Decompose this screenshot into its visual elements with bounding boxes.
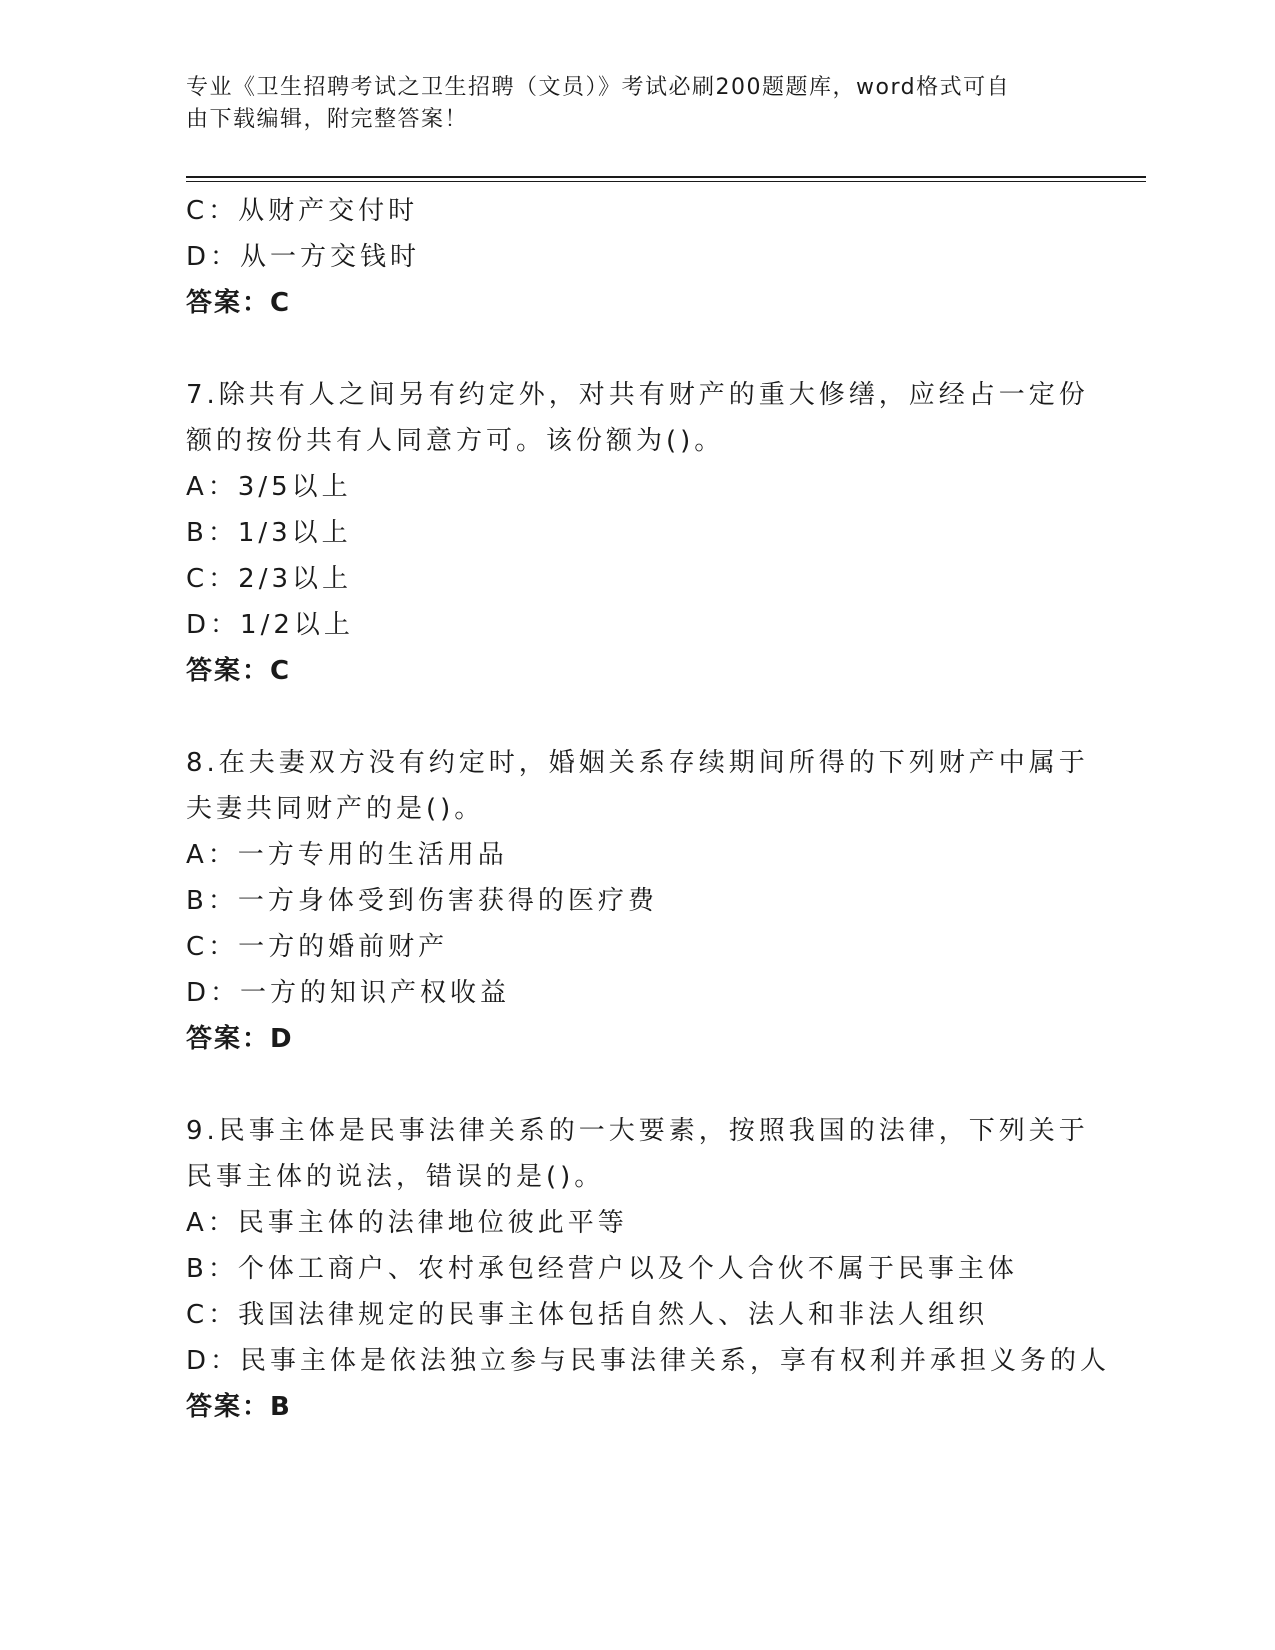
- document-header: [186, 72, 1086, 136]
- question-8: [186, 740, 1089, 1062]
- option-a: A：民事主体的法律地位彼此平等: [186, 1208, 628, 1238]
- option-b: B：一方身体受到伤害获得的医疗费: [186, 886, 658, 916]
- question-9: [186, 1108, 1111, 1430]
- question-7: [186, 372, 1089, 694]
- question-stem-line-2: 夫妻共同财产的是()。: [186, 794, 485, 824]
- option-d: D：一方的知识产权收益: [186, 978, 511, 1008]
- option-b: B：个体工商户、农村承包经营户以及个人合伙不属于民事主体: [186, 1254, 1018, 1284]
- question-stem-line-2: 额的按份共有人同意方可。该份额为()。: [186, 426, 725, 456]
- spacer: [186, 1062, 1086, 1108]
- spacer: [186, 326, 1086, 372]
- option-a: A：3/5以上: [186, 472, 352, 502]
- answer: 答案：C: [186, 288, 292, 318]
- option-d: D：民事主体是依法独立参与民事法律关系，享有权利并承担义务的人: [186, 1346, 1111, 1376]
- option-c: C：从财产交付时: [186, 196, 419, 226]
- option-c: C：一方的婚前财产: [186, 932, 449, 962]
- option-b: B：1/3以上: [186, 518, 352, 548]
- question-content: [186, 188, 1111, 1430]
- header-line-2: 由下载编辑，附完整答案！: [186, 107, 469, 132]
- question-stem-line-1: 9.民事主体是民事法律关系的一大要素，按照我国的法律，下列关于: [186, 1116, 1089, 1146]
- spacer: [186, 694, 1086, 740]
- question-6: [186, 188, 1086, 326]
- header-divider-thin: [186, 181, 1146, 182]
- answer: 答案：D: [186, 1024, 294, 1054]
- answer: 答案：C: [186, 656, 292, 686]
- option-d: D：从一方交钱时: [186, 242, 421, 272]
- header-line-1: 专业《卫生招聘考试之卫生招聘（文员）》考试必刷200题题库，word格式可自: [186, 75, 1011, 100]
- option-a: A：一方专用的生活用品: [186, 840, 508, 870]
- question-stem-line-1: 7.除共有人之间另有约定外，对共有财产的重大修缮，应经占一定份: [186, 380, 1089, 410]
- option-c: C：2/3以上: [186, 564, 352, 594]
- header-divider-thick: [186, 176, 1146, 178]
- option-c: C：我国法律规定的民事主体包括自然人、法人和非法人组织: [186, 1300, 989, 1330]
- question-stem-line-1: 8.在夫妻双方没有约定时，婚姻关系存续期间所得的下列财产中属于: [186, 748, 1089, 778]
- question-stem-line-2: 民事主体的说法，错误的是()。: [186, 1162, 605, 1192]
- option-d: D：1/2以上: [186, 610, 354, 640]
- answer: 答案：B: [186, 1392, 292, 1422]
